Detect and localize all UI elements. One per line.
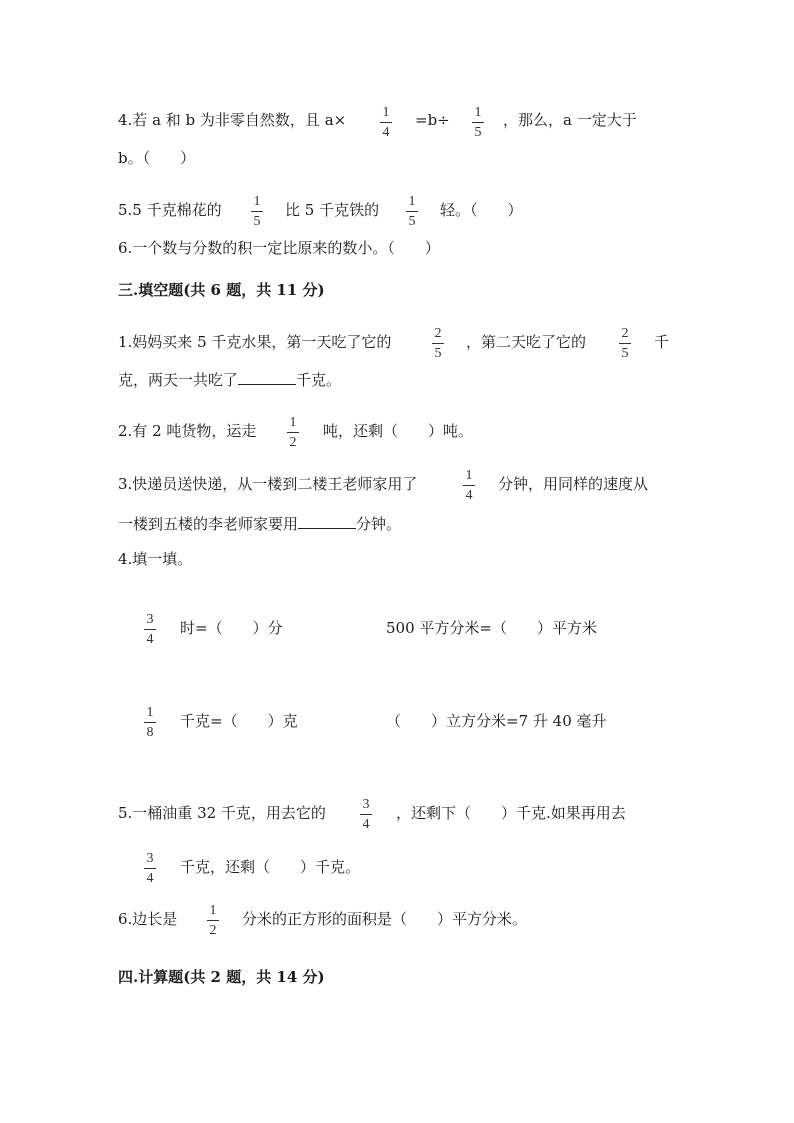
q3-6-text-a: 6.边长是: [118, 910, 178, 928]
q3-2-text-b: 吨，还剩（ ）吨。: [323, 422, 474, 440]
q3-4-row2-text-a: 千克=（ ）克: [180, 712, 298, 730]
q2-4-text-b: =b÷: [415, 111, 450, 129]
q3-3-text-line2a: 一楼到五楼的李老师家要用: [118, 515, 299, 533]
q3-2-fraction-1: 1 2: [287, 416, 299, 450]
q3-5-text-a: 5.一桶油重 32 千克，用去它的: [118, 804, 326, 822]
q3-1-text-b: ，第二天吃了它的: [466, 333, 587, 351]
q3-6-fraction-1: 1 2: [207, 904, 219, 938]
q3-4-title: 4.填一填。: [118, 550, 193, 568]
q2-5-fraction-2: 1 5: [406, 195, 418, 229]
q2-5-fraction-1: 1 5: [251, 195, 263, 229]
q3-1-text-a: 1.妈妈买来 5 千克水果，第一天吃了它的: [118, 333, 392, 351]
q2-5-text-a: 5.5 千克棉花的: [118, 201, 222, 219]
q3-4-row1-fraction: 3 4: [144, 613, 156, 647]
q2-4-text-c: ，那么，a 一定大于: [503, 111, 637, 129]
q2-4-fraction-1: 1 4: [380, 106, 392, 140]
q3-4-row1-text-a: 时=（ ）分: [180, 619, 283, 637]
q3-4-row2-text-b: （ ）立方分米=7 升 40 毫升: [386, 712, 607, 730]
q3-6-text-b: 分米的正方形的面积是（ ）平方分米。: [242, 910, 528, 928]
q3-5-text-c: 千克，还剩（ ）千克。: [180, 858, 361, 876]
q2-6-text: 6.一个数与分数的积一定比原来的数小。（ ）: [118, 239, 440, 257]
q3-3-answer-blank[interactable]: [298, 514, 356, 529]
q3-2-text-a: 2.有 2 吨货物，运走: [118, 422, 257, 440]
q3-1-line2: [118, 370, 341, 390]
q2-5-text-c: 轻。（ ）: [440, 201, 523, 219]
q2-4-text-line2: b。（ ）: [118, 149, 196, 167]
q3-5-fraction-2: 3 4: [144, 852, 156, 886]
q3-5-text-b: ，还剩下（ ）千克.如果再用去: [396, 804, 626, 822]
q3-4-row2-fraction: 1 8: [144, 706, 156, 740]
q2-4-fraction-2: 1 5: [472, 106, 484, 140]
q3-3-fraction-1: 1 4: [463, 469, 475, 503]
q3-1-text-c: 千: [654, 333, 670, 351]
q3-1-text-line2b: 千克。: [296, 371, 342, 389]
q3-3-text-b: 分钟，用同样的速度从: [498, 475, 649, 493]
q3-1-fraction-1: 2 5: [432, 327, 444, 361]
q3-1-answer-blank[interactable]: [238, 370, 296, 385]
q2-5-text-b: 比 5 千克铁的: [285, 201, 380, 219]
section4-heading: 四.计算题(共 2 题，共 14 分): [118, 968, 325, 986]
q3-1-fraction-2: 2 5: [619, 327, 631, 361]
section3-heading: 三.填空题(共 6 题，共 11 分): [118, 281, 325, 299]
q3-3-line2: [118, 514, 401, 534]
q3-3-text-line2b: 分钟。: [356, 515, 402, 533]
q3-3-text-a: 3.快递员送快递，从一楼到二楼王老师家用了: [118, 475, 418, 493]
q2-4-text-a: 4.若 a 和 b 为非零自然数，且 a×: [118, 111, 347, 129]
q3-4-row1-text-b: 500 平方分米=（ ）平方米: [386, 619, 597, 637]
q3-1-text-line2a: 克，两天一共吃了: [118, 371, 239, 389]
q3-5-fraction-1: 3 4: [360, 798, 372, 832]
